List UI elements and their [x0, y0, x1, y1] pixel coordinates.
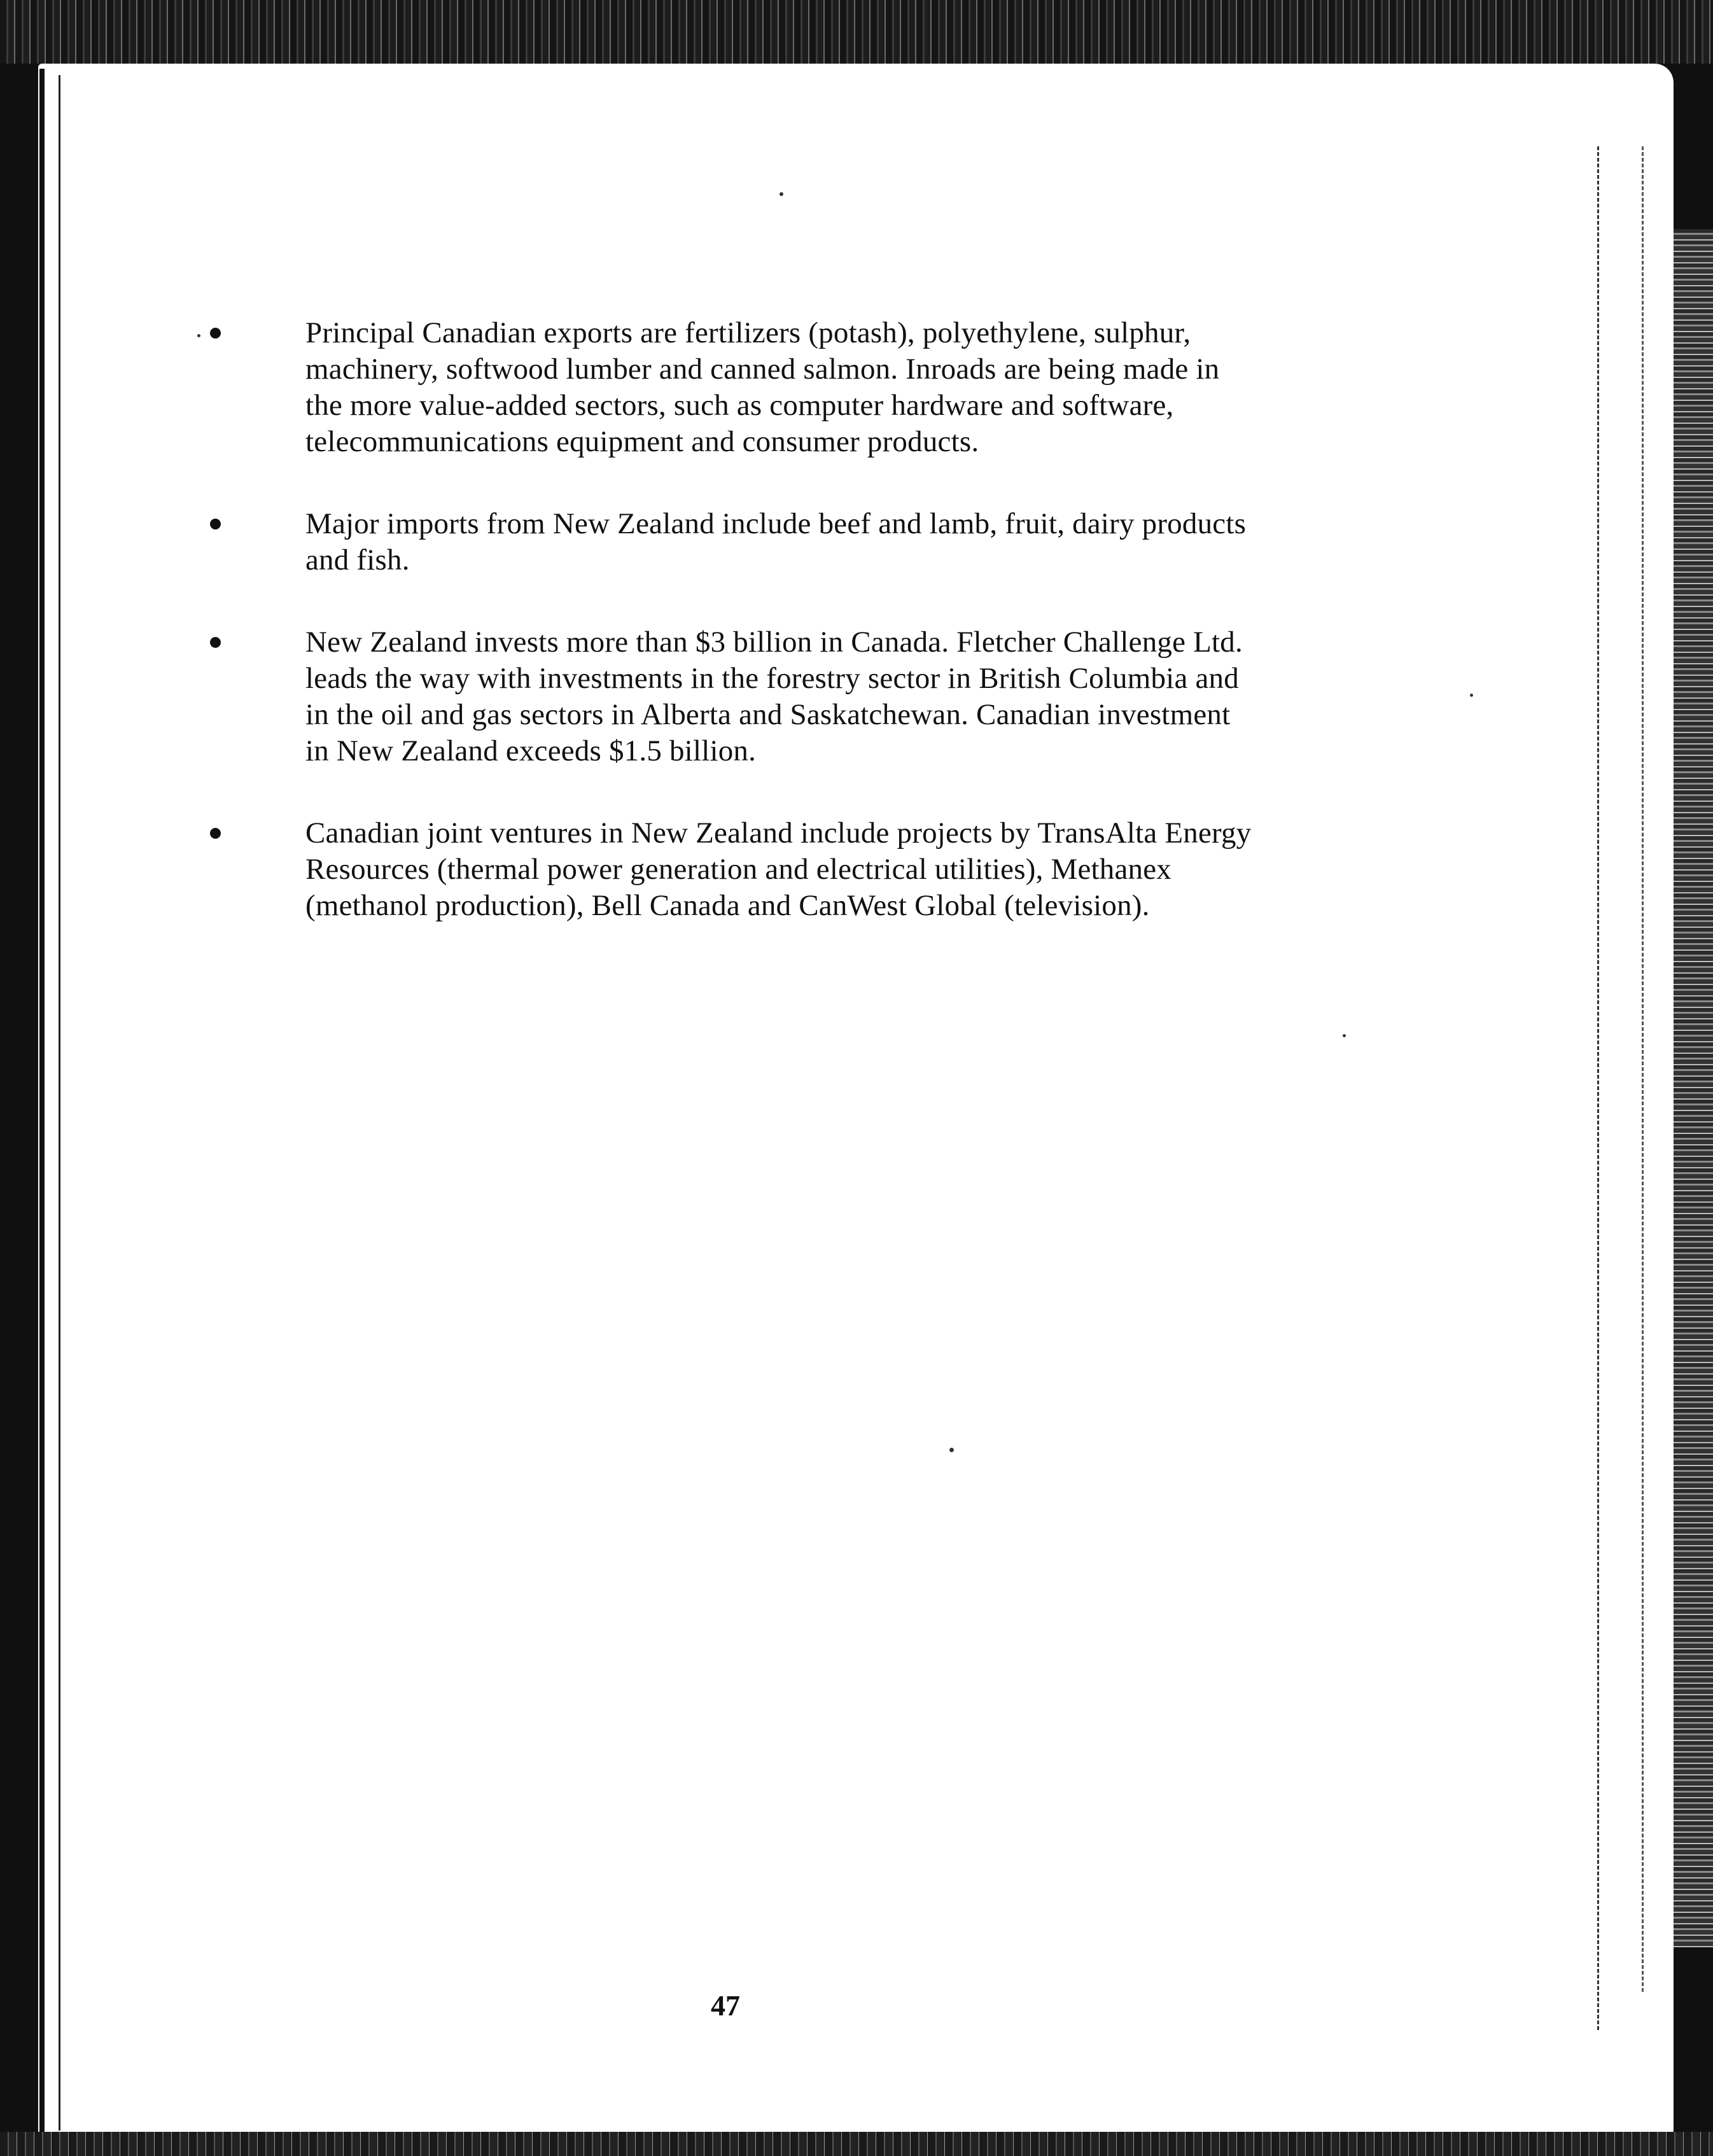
page-number: 47 [711, 1989, 740, 2022]
bullet-list [210, 315, 1260, 970]
bullet-icon [210, 519, 221, 529]
scan-bottom-edge [0, 2132, 1713, 2156]
bullet-text: Major imports from New Zealand include beef and lamb, fruit, dairy products and fish. [305, 507, 1247, 577]
list-item [210, 815, 1260, 924]
scan-speck [949, 1448, 954, 1452]
list-item [210, 506, 1260, 578]
bullet-text: New Zealand invests more than $3 billion in Canada. Fletcher Challenge Ltd. leads the way with investments in the forestry sector in British Columbia and in the oil and gas sectors in Alberta and Saskatchewan. Canadian investment in New Zealand exceeds $1.5 billion. [305, 626, 1243, 767]
bullet-text: Canadian joint ventures in New Zealand include projects by TransAlta Energy Resources (thermal power generation and electrical utilities), Methanex (methanol production), Bell Canada and CanWest Global (television). [305, 816, 1252, 922]
list-item [210, 624, 1260, 769]
scan-right-edge [1674, 229, 1713, 1947]
bullet-icon [210, 637, 221, 648]
right-dashed-edge [1597, 146, 1599, 2030]
bullet-icon [210, 328, 221, 339]
bullet-text: Principal Canadian exports are fertilizers (potash), polyethylene, sulphur, machinery, softwood lumber and canned salmon. Inroads are being made in the more value-added sectors, such as computer hardware and software, telecommunications equipment and consumer products. [305, 316, 1220, 458]
scan-speck [1470, 694, 1473, 697]
list-item [210, 315, 1260, 460]
binding-edge-outer [39, 69, 45, 2137]
bullet-icon [210, 828, 221, 839]
binding-edge-inner [59, 75, 60, 2131]
right-dashed-edge-outer [1642, 146, 1644, 1992]
scan-top-edge [0, 0, 1713, 64]
scan-speck [197, 334, 200, 337]
scan-speck [1343, 1034, 1346, 1037]
scan-speck [780, 192, 783, 196]
